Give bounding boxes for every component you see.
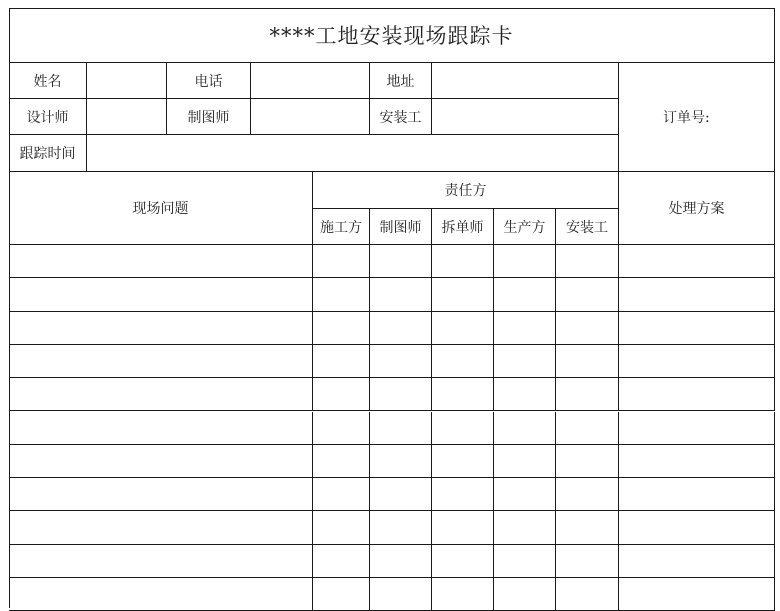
installer-cell[interactable] <box>556 478 619 511</box>
tracking-card <box>9 8 774 598</box>
drafter-cell[interactable] <box>370 278 432 311</box>
responsible-party-installer: 安装工 <box>556 209 619 245</box>
solution-cell[interactable] <box>619 378 775 411</box>
splitter-cell[interactable] <box>432 378 494 411</box>
production-cell[interactable] <box>494 478 556 511</box>
designer-field[interactable] <box>87 99 167 135</box>
issue-cell[interactable] <box>9 412 313 445</box>
solution-cell[interactable] <box>619 312 775 345</box>
splitter-cell[interactable] <box>432 445 494 478</box>
responsible-party-splitter: 拆单师 <box>432 209 494 245</box>
drafter-cell[interactable] <box>370 345 432 378</box>
installer-cell[interactable] <box>556 578 619 611</box>
issue-cell[interactable] <box>9 278 313 311</box>
installer-cell[interactable] <box>556 445 619 478</box>
production-cell[interactable] <box>494 578 556 611</box>
installer-label: 安装工 <box>370 99 432 135</box>
construction-cell[interactable] <box>313 312 370 345</box>
installer-cell[interactable] <box>556 245 619 278</box>
splitter-cell[interactable] <box>432 412 494 445</box>
solution-cell[interactable] <box>619 345 775 378</box>
phone-field[interactable] <box>251 63 370 99</box>
responsible-party-construction: 施工方 <box>313 209 370 245</box>
drafter-cell[interactable] <box>370 245 432 278</box>
construction-cell[interactable] <box>313 245 370 278</box>
responsible-header: 责任方 <box>313 172 619 209</box>
order-number-label[interactable]: 订单号: <box>619 63 775 172</box>
solution-cell[interactable] <box>619 511 775 544</box>
production-cell[interactable] <box>494 345 556 378</box>
tracking-time-label: 跟踪时间 <box>9 135 87 172</box>
designer-label: 设计师 <box>9 99 87 135</box>
installer-cell[interactable] <box>556 511 619 544</box>
installer-field[interactable] <box>432 99 619 135</box>
construction-cell[interactable] <box>313 345 370 378</box>
construction-cell[interactable] <box>313 378 370 411</box>
issue-cell[interactable] <box>9 578 313 611</box>
drafter-cell[interactable] <box>370 312 432 345</box>
splitter-cell[interactable] <box>432 312 494 345</box>
page-title: ****工地安装现场跟踪卡 <box>9 8 775 63</box>
drafter-cell[interactable] <box>370 545 432 578</box>
construction-cell[interactable] <box>313 545 370 578</box>
drafter-cell[interactable] <box>370 578 432 611</box>
name-field[interactable] <box>87 63 167 99</box>
solution-cell[interactable] <box>619 245 775 278</box>
splitter-cell[interactable] <box>432 578 494 611</box>
issue-cell[interactable] <box>9 478 313 511</box>
issue-cell[interactable] <box>9 245 313 278</box>
production-cell[interactable] <box>494 545 556 578</box>
solution-cell[interactable] <box>619 278 775 311</box>
issue-cell[interactable] <box>9 445 313 478</box>
address-field[interactable] <box>432 63 619 99</box>
splitter-cell[interactable] <box>432 245 494 278</box>
solution-cell[interactable] <box>619 578 775 611</box>
production-cell[interactable] <box>494 511 556 544</box>
solution-cell[interactable] <box>619 412 775 445</box>
installer-cell[interactable] <box>556 412 619 445</box>
responsible-party-drafter: 制图师 <box>370 209 432 245</box>
issue-cell[interactable] <box>9 511 313 544</box>
construction-cell[interactable] <box>313 445 370 478</box>
installer-cell[interactable] <box>556 312 619 345</box>
construction-cell[interactable] <box>313 511 370 544</box>
splitter-cell[interactable] <box>432 511 494 544</box>
solution-header: 处理方案 <box>619 172 775 245</box>
solution-cell[interactable] <box>619 445 775 478</box>
drafter-cell[interactable] <box>370 445 432 478</box>
drafter-cell[interactable] <box>370 478 432 511</box>
issue-header: 现场问题 <box>9 172 313 245</box>
tracking-time-field[interactable] <box>87 135 619 172</box>
production-cell[interactable] <box>494 245 556 278</box>
drafter-cell[interactable] <box>370 511 432 544</box>
production-cell[interactable] <box>494 378 556 411</box>
drafter-label: 制图师 <box>167 99 251 135</box>
production-cell[interactable] <box>494 278 556 311</box>
solution-cell[interactable] <box>619 545 775 578</box>
installer-cell[interactable] <box>556 545 619 578</box>
drafter-cell[interactable] <box>370 412 432 445</box>
installer-cell[interactable] <box>556 278 619 311</box>
installer-cell[interactable] <box>556 378 619 411</box>
construction-cell[interactable] <box>313 578 370 611</box>
responsible-party-production: 生产方 <box>494 209 556 245</box>
splitter-cell[interactable] <box>432 478 494 511</box>
issue-cell[interactable] <box>9 378 313 411</box>
splitter-cell[interactable] <box>432 345 494 378</box>
name-label: 姓名 <box>9 63 87 99</box>
issue-cell[interactable] <box>9 345 313 378</box>
solution-cell[interactable] <box>619 478 775 511</box>
construction-cell[interactable] <box>313 278 370 311</box>
splitter-cell[interactable] <box>432 278 494 311</box>
drafter-field[interactable] <box>251 99 370 135</box>
address-label: 地址 <box>370 63 432 99</box>
construction-cell[interactable] <box>313 478 370 511</box>
installer-cell[interactable] <box>556 345 619 378</box>
splitter-cell[interactable] <box>432 545 494 578</box>
production-cell[interactable] <box>494 312 556 345</box>
phone-label: 电话 <box>167 63 251 99</box>
drafter-cell[interactable] <box>370 378 432 411</box>
production-cell[interactable] <box>494 445 556 478</box>
issue-cell[interactable] <box>9 312 313 345</box>
production-cell[interactable] <box>494 412 556 445</box>
construction-cell[interactable] <box>313 412 370 445</box>
issue-cell[interactable] <box>9 545 313 578</box>
